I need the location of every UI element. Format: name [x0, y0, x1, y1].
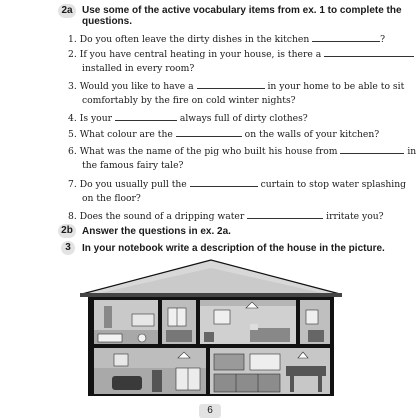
living-room: [94, 348, 206, 394]
answer-blank[interactable]: [340, 144, 404, 154]
house-illustration: [80, 258, 342, 398]
question-5: 5. What colour are the on the walls of your kitchen?: [68, 129, 380, 140]
roof: [80, 260, 342, 297]
answer-blank[interactable]: [247, 209, 323, 219]
answer-blank[interactable]: [190, 177, 258, 187]
exercise-2a-instruction: [82, 5, 412, 27]
answer-blank[interactable]: [115, 111, 177, 121]
exercise-2a-badge: 2a: [58, 4, 76, 18]
bathroom: [94, 300, 158, 344]
question-3-continued: comfortably by the fire on cold winter nights?: [82, 95, 296, 106]
bedroom-left: [162, 300, 196, 344]
question-8: 8. Does the sound of a dripping water irritate you?: [68, 211, 384, 222]
question-1: 1. Do you often leave the dirty dishes in the kitchen ?: [68, 34, 386, 45]
answer-blank[interactable]: [312, 32, 380, 42]
question-3: 3. Would you like to have a in your home to be able to sit: [68, 81, 405, 92]
question-6-continued: the famous fairy tale?: [82, 160, 184, 171]
exercise-3-badge: 3: [61, 241, 75, 255]
exercise-2b-instruction: Answer the questions in ex. 2a.: [82, 226, 231, 237]
instruction-line-1: Use some of the active vocabulary items from ex. 1 to complete the: [82, 5, 402, 16]
exercise-3-instruction: In your notebook write a description of the house in the picture.: [82, 243, 385, 254]
question-2-continued: installed in every room?: [82, 63, 195, 74]
page-number: 6: [199, 404, 221, 418]
small-room: [300, 300, 330, 344]
question-6: 6. What was the name of the pig who built his house from in: [68, 146, 417, 157]
answer-blank[interactable]: [324, 47, 414, 57]
answer-blank[interactable]: [197, 79, 265, 89]
bedroom-right: [200, 300, 296, 344]
question-7-continued: on the floor?: [82, 193, 141, 204]
exercise-2b-badge: 2b: [58, 224, 76, 238]
question-4: 4. Is your always full of dirty clothes?: [68, 113, 308, 124]
kitchen: [210, 348, 330, 394]
answer-blank[interactable]: [176, 127, 242, 137]
question-2: 2. If you have central heating in your house, is there a: [68, 47, 406, 60]
instruction-line-2: questions.: [82, 16, 133, 27]
question-7: 7. Do you usually pull the curtain to stop water splashing: [68, 179, 407, 190]
